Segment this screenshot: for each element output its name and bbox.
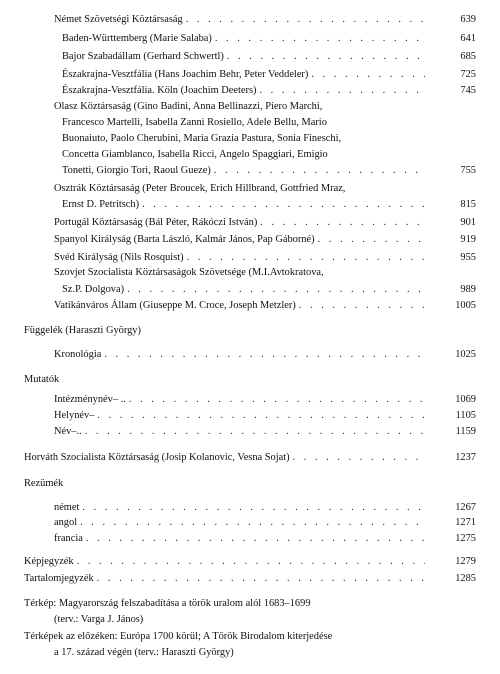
toc-entry-title: német bbox=[54, 502, 80, 513]
toc-entry bbox=[0, 572, 500, 586]
leader-dots bbox=[215, 32, 425, 46]
toc-entry bbox=[0, 516, 500, 530]
endpaper-maps-credit: a 17. század végén (terv.: Haraszti György) bbox=[54, 647, 234, 658]
toc-entry-page: 1069 bbox=[455, 394, 476, 405]
toc-entry-page: 1159 bbox=[455, 426, 476, 437]
endpaper-maps-note: Térképek az előzéken: Európa 1700 körül; A Török Birodalom kiterjedése bbox=[24, 631, 333, 642]
toc-entry-page: 989 bbox=[460, 284, 476, 295]
section-heading-mutatok: Mutatók bbox=[24, 374, 60, 385]
toc-entry-page: 685 bbox=[460, 51, 476, 62]
section-heading-fuggelek: Függelék (Haraszti György) bbox=[24, 325, 141, 336]
toc-entry-title: Baden-Württemberg (Marie Salaba) bbox=[62, 33, 212, 44]
toc-entry-title: Intézménynév– .. bbox=[54, 394, 126, 405]
leader-dots bbox=[299, 299, 425, 313]
map-note: Térkép: Magyarország felszabadítása a török uralom alól 1683–1699 bbox=[24, 598, 311, 609]
toc-entry-olasz-line: Concetta Giamblanco, Isabella Ricci, Angelo Spaggiari, Emigio bbox=[62, 149, 328, 160]
toc-entry-olasz-line: Buonaiuto, Paolo Cherubini, Maria Grazia Pastura, Sonia Fineschi, bbox=[62, 133, 342, 144]
toc-entry bbox=[0, 50, 500, 64]
toc-entry bbox=[0, 216, 500, 230]
leader-dots bbox=[227, 50, 425, 64]
toc-entry bbox=[0, 299, 500, 313]
section-heading-rezumek: Rezümék bbox=[24, 478, 64, 489]
toc-entry bbox=[0, 409, 500, 423]
leader-dots bbox=[127, 283, 425, 297]
toc-entry-page: 1105 bbox=[455, 410, 476, 421]
leader-dots bbox=[86, 532, 425, 546]
toc-entry-title: Kronológia bbox=[54, 349, 102, 360]
toc-entry-title: Ernst D. Petritsch) bbox=[62, 199, 140, 210]
toc-entry-title: Név–.. bbox=[54, 426, 82, 437]
toc-entry-title: Portugál Köztársaság (Bál Péter, Rákóczi István) bbox=[54, 217, 258, 228]
toc-entry-title: Tartalomjegyzék bbox=[24, 573, 94, 584]
leader-dots bbox=[80, 516, 425, 530]
toc-entry bbox=[0, 393, 500, 407]
toc-entry-title: Tonetti, Giorgio Tori, Raoul Gueze) bbox=[62, 165, 211, 176]
toc-entry bbox=[0, 348, 500, 362]
toc-entry bbox=[0, 13, 500, 27]
leader-dots bbox=[318, 233, 425, 247]
leader-dots bbox=[311, 68, 425, 82]
leader-dots bbox=[85, 425, 425, 439]
toc-entry-title: Spanyol Királyság (Barta László, Kalmár János, Pap Gáborné) bbox=[54, 234, 315, 245]
toc-entry-title: Svéd Királyság (Nils Rosquist) bbox=[54, 252, 184, 263]
toc-entry-page: 1275 bbox=[455, 533, 476, 544]
toc-entry-title: Sz.P. Dolgova) bbox=[62, 284, 125, 295]
toc-entry-title: Északrajna-Vesztfália (Hans Joachim Behr, Peter Veddeler) bbox=[62, 69, 309, 80]
toc-entry bbox=[0, 68, 500, 82]
toc-entry-page: 755 bbox=[460, 165, 476, 176]
toc-entry-page: 639 bbox=[460, 14, 476, 25]
leader-dots bbox=[260, 216, 425, 230]
toc-entry-page: 1285 bbox=[455, 573, 476, 584]
toc-entry-title: Vatikánváros Állam (Giuseppe M. Croce, Joseph Metzler) bbox=[54, 300, 296, 311]
toc-entry-olasz-line: Olasz Köztársaság (Gino Badini, Anna Bellinazzi, Piero Marchi, bbox=[54, 101, 323, 112]
toc-entry-title: Képjegyzék bbox=[24, 556, 74, 567]
toc-entry bbox=[0, 451, 500, 465]
toc-entry bbox=[0, 233, 500, 247]
toc-entry bbox=[0, 283, 500, 297]
toc-entry-title: francia bbox=[54, 533, 83, 544]
leader-dots bbox=[142, 198, 425, 212]
toc-entry-page: 1025 bbox=[455, 349, 476, 360]
leader-dots bbox=[259, 84, 425, 98]
toc-entry-title: Bajor Szabadállam (Gerhard Schwertl) bbox=[62, 51, 224, 62]
toc-entry-osztrak-line: Osztrák Köztársaság (Peter Broucek, Erich Hillbrand, Gottfried Mraz, bbox=[54, 183, 346, 194]
toc-entry bbox=[0, 555, 500, 569]
toc-entry-olasz-line: Francesco Martelli, Isabella Zanni Rosiello, Adele Bellu, Mario bbox=[62, 117, 327, 128]
leader-dots bbox=[97, 572, 425, 586]
leader-dots bbox=[97, 409, 425, 423]
toc-entry-title: Helynév– bbox=[54, 410, 95, 421]
leader-dots bbox=[187, 251, 425, 265]
map-note-credit: (terv.: Varga J. János) bbox=[54, 614, 144, 625]
leader-dots bbox=[104, 348, 425, 362]
toc-entry-page: 1271 bbox=[455, 517, 476, 528]
toc-entry bbox=[0, 501, 500, 515]
toc-entry bbox=[0, 84, 500, 98]
toc-entry-page: 1267 bbox=[455, 502, 476, 513]
toc-entry-page: 919 bbox=[460, 234, 476, 245]
toc-entry bbox=[0, 198, 500, 212]
toc-entry-page: 901 bbox=[460, 217, 476, 228]
toc-entry bbox=[0, 532, 500, 546]
leader-dots bbox=[214, 164, 425, 178]
toc-entry-page: 1005 bbox=[455, 300, 476, 311]
toc-entry-page: 1237 bbox=[455, 452, 476, 463]
leader-dots bbox=[129, 393, 425, 407]
leader-dots bbox=[82, 501, 425, 515]
toc-entry bbox=[0, 425, 500, 439]
toc-entry-page: 955 bbox=[460, 252, 476, 263]
toc-entry bbox=[0, 164, 500, 178]
toc-entry-title: Északrajna-Vesztfália. Köln (Joachim Deeters) bbox=[62, 85, 257, 96]
toc-entry-page: 641 bbox=[460, 33, 476, 44]
toc-entry-title: angol bbox=[54, 517, 78, 528]
toc-entry-title: Horváth Szocialista Köztársaság (Josip Kolanovic, Vesna Sojat) bbox=[24, 452, 290, 463]
toc-entry-page: 725 bbox=[460, 69, 476, 80]
leader-dots bbox=[293, 451, 425, 465]
leader-dots bbox=[77, 555, 425, 569]
toc-entry-page: 815 bbox=[460, 199, 476, 210]
toc-entry bbox=[0, 251, 500, 265]
toc-entry-title: Német Szövetségi Köztársaság bbox=[54, 14, 183, 25]
leader-dots bbox=[186, 13, 425, 27]
toc-entry-page: 1279 bbox=[455, 556, 476, 567]
toc-entry-page: 745 bbox=[460, 85, 476, 96]
toc-entry-szovjet-line: Szovjet Szocialista Köztársaságok Szövetsége (M.I.Avtokratova, bbox=[54, 267, 324, 278]
toc-entry bbox=[0, 32, 500, 46]
